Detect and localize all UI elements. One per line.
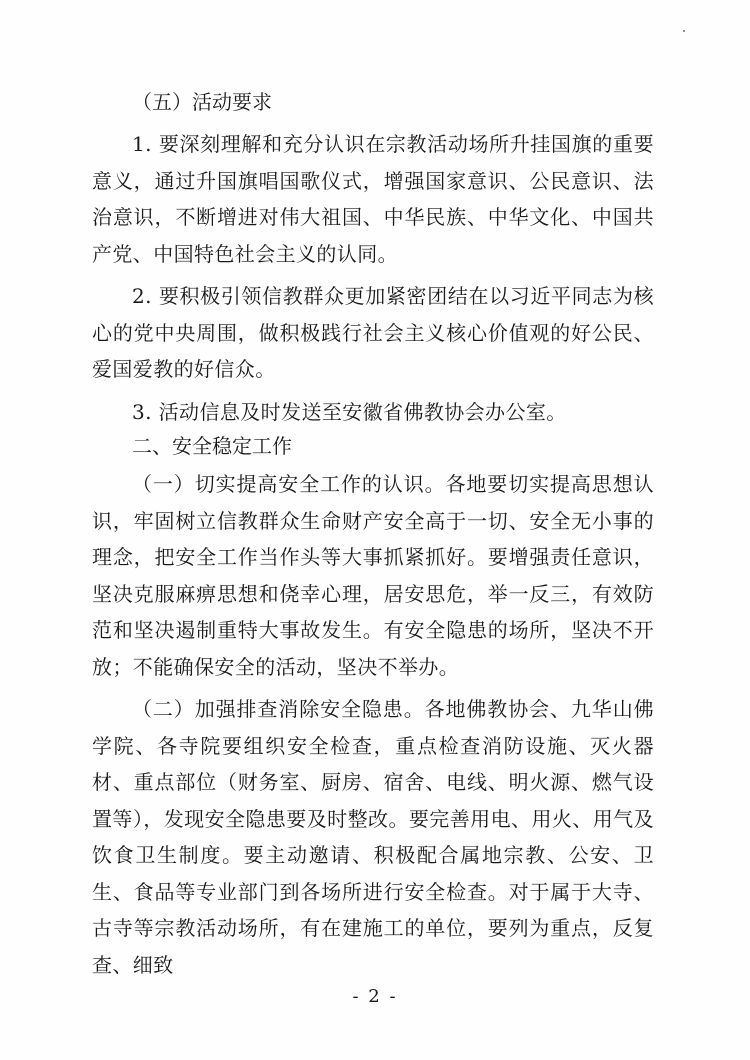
page-number: - 2 - xyxy=(352,986,398,1007)
body-paragraph: （二）加强排查消除安全隐患。各地佛教协会、九华山佛学院、各寺院要组织安全检查，重点检查消防设施、灭火器材、重点部位（财务室、厨房、宿舍、电线、明火源、燃气设置等），发现安全隐患要及时整改。要完善用电、用火、用气及饮食卫生制度。要主动邀请、积极配合属地宗教、公安、卫生、食品等专业部门到各场所进行安全检查。对于属于大寺、古寺等宗教活动场所，有在建施工的单位，要列为重点，反复查、细致 xyxy=(92,697,654,977)
scan-speck xyxy=(683,30,685,32)
list-item: 1. 要深刻理解和充分认识在宗教活动场所升挂国旗的重要意义，通过升国旗唱国歌仪式，增强国家意识、公民意识、法治意识，不断增进对伟大祖国、中华民族、中华文化、中国共产党、中国特色社会主义的认同。 xyxy=(92,132,654,266)
list-item: 2. 要积极引领信教群众更加紧密团结在以习近平同志为核心的党中央周围，做积极践行社会主义核心价值观的好公民、爱国爱教的好信众。 xyxy=(92,284,654,381)
document-body xyxy=(92,88,654,983)
list-item: 3. 活动信息及时发送至安徽省佛教协会办公室。 xyxy=(132,399,567,424)
body-paragraph: （一）切实提高安全工作的认识。各地要切实提高思想认识，牢固树立信教群众生命财产安全高于一切、安全无小事的理念，把安全工作当作头等大事抓紧抓好。要增强责任意识，坚决克服麻痹思想和侥幸心理，居安思危，举一反三，有效防范和坚决遏制重特大事故发生。有安全隐患的场所，坚决不开放；不能确保安全的活动，坚决不举办。 xyxy=(92,472,654,679)
part-heading: 二、安全稳定工作 xyxy=(132,434,292,458)
section-heading: （五）活动要求 xyxy=(132,90,272,114)
